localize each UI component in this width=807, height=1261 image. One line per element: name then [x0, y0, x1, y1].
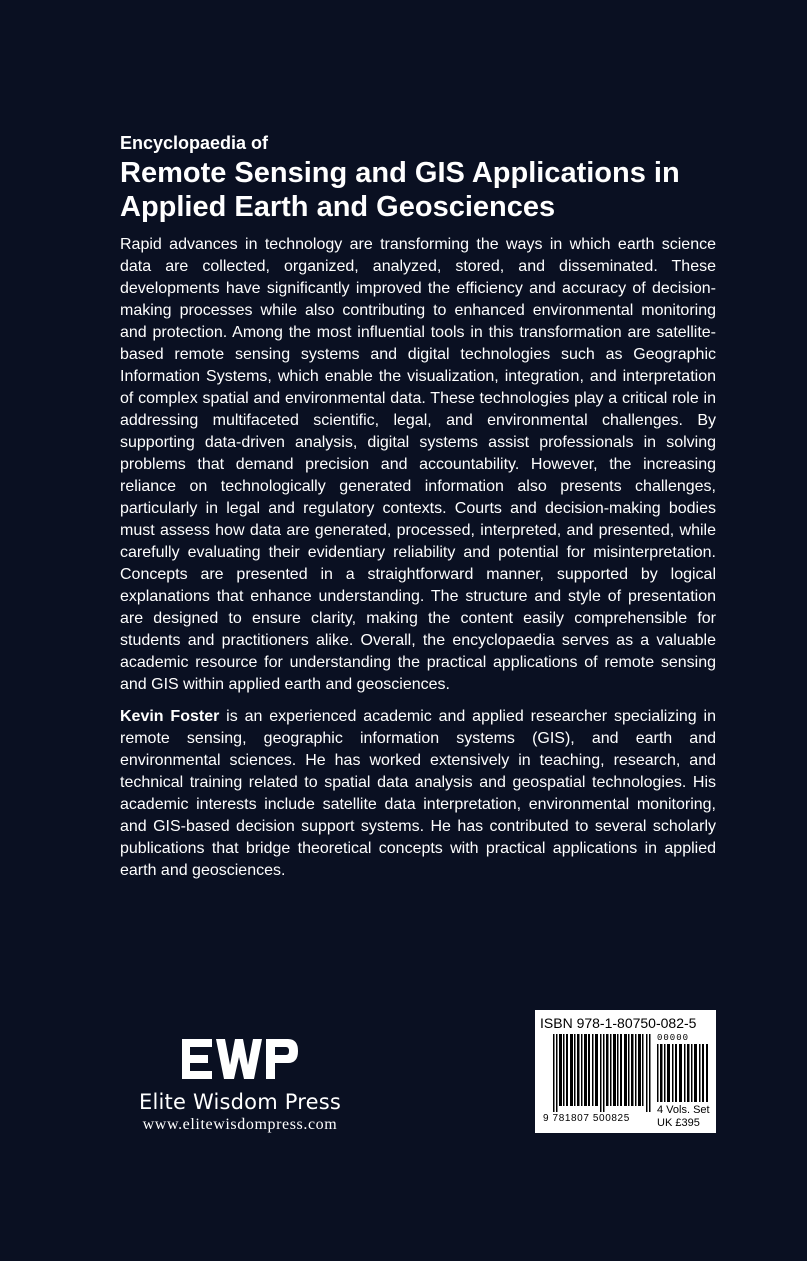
author-bio: [120, 706, 716, 882]
publisher-name: Elite Wisdom Press: [138, 1090, 342, 1114]
addon-barcode-icon: [657, 1044, 709, 1102]
book-title-line-2: Applied Earth and Geosciences: [120, 191, 556, 223]
publisher-url: www.elitewisdompress.com: [142, 1116, 338, 1133]
author-bio-text: is an experienced academic and applied researcher specializing in remote sensing, geographic information systems (GIS), and earth and environmental sciences. He has worked extensively in teaching, research, and technical training related to spatial data analysis and geospatial technologies. His academic interests include satellite data interpretation, environmental monitoring, and GIS-based decision support systems. He has contributed to several scholarly publications that bridge theoretical concepts with practical applications in applied earth and geosciences.: [120, 708, 716, 879]
isbn-label: ISBN 978-1-80750-082-5: [540, 1015, 697, 1031]
author-name: Kevin Foster: [120, 708, 220, 725]
series-label: Encyclopaedia of: [120, 133, 269, 153]
set-price: [657, 1104, 710, 1130]
book-title-line-1: Remote Sensing and GIS Applications in: [120, 157, 680, 189]
isbn-barcode-box: [535, 1010, 716, 1133]
barcode-digits: 9 781807 500825: [543, 1113, 630, 1124]
publisher-logo: [180, 1035, 300, 1085]
book-title: [120, 156, 716, 224]
barcode-icon: [553, 1034, 651, 1112]
back-cover-content: [120, 132, 716, 882]
publisher-block: [120, 1035, 360, 1135]
book-description: Rapid advances in technology are transforming the ways in which earth science data are collected, organized, analyzed, stored, and disseminated. These developments have significantly improved the efficiency and accuracy of decision-making processes while also contributing to enhanced environmental monitoring and protection. Among the most influential tools in this transformation are satellite-based remote sensing systems and digital technologies such as Geographic Information Systems, which enable the visualization, integration, and interpretation of complex spatial and environmental data. These technologies play a critical role in addressing multifaceted scientific, legal, and environmental challenges. By supporting data-driven analysis, digital systems assist professionals in solving problems that demand precision and accountability. However, the increasing reliance on technologically generated information also presents challenges, particularly in legal and regulatory contexts. Courts and decision-making bodies must assess how data are generated, processed, interpreted, and presented, while carefully evaluating their evidentiary reliability and potential for misinterpretation. Concepts are presented in a straightforward manner, supported by logical explanations that enhance understanding. The structure and style of presentation are designed to ensure clarity, making the content easily comprehensible for students and practitioners alike. Overall, the encyclopaedia serves as a valuable academic resource for understanding the practical applications of remote sensing and GIS within applied earth and geosciences.: [120, 236, 716, 693]
volume-set: 4 Vols. Set: [657, 1104, 710, 1116]
addon-code: 00000: [657, 1033, 690, 1043]
price: UK £395: [657, 1117, 700, 1129]
